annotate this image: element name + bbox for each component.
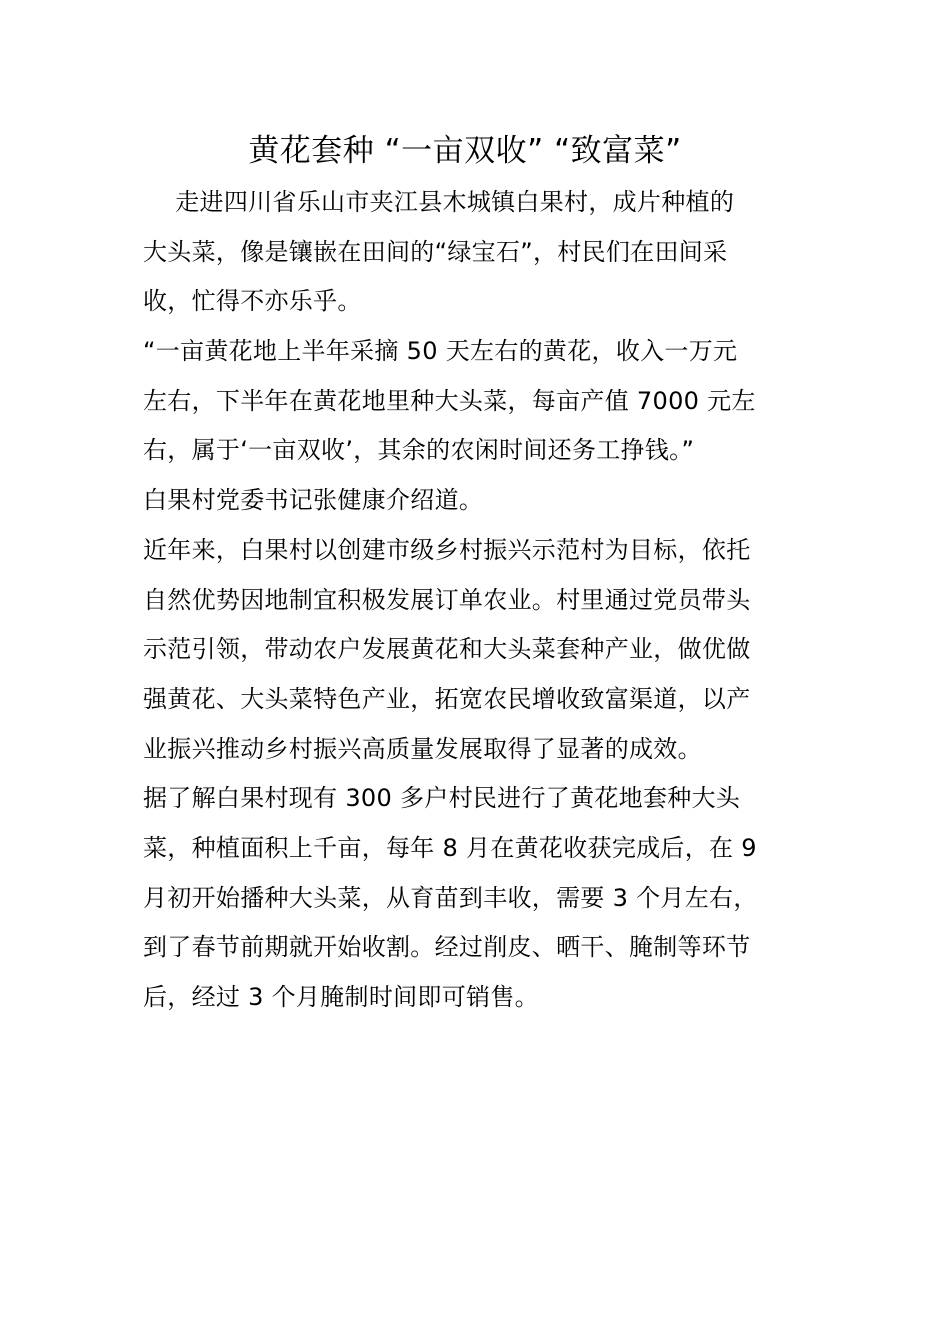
- text-line: 后，经过 3 个月腌制时间即可销售。: [143, 983, 539, 1011]
- text-line: “一亩黄花地上半年采摘 50 天左右的黄花，收入一万元: [143, 337, 738, 366]
- document-body: [143, 178, 808, 1023]
- text-line: 走进四川省乐山市夹江县木城镇白果村，成片种植的: [143, 188, 735, 216]
- text-line: 强黄花、大头菜特色产业，拓宽农民增收致富渠道，以产: [143, 684, 751, 713]
- text-line: 到了春节前期就开始收割。经过削皮、晒干、腌制等环节: [143, 933, 751, 962]
- text-line: 示范引领，带动农户发展黄花和大头菜套种产业，做优做: [143, 635, 751, 664]
- text-line: 自然优势因地制宜积极发展订单农业。村里通过党员带头: [143, 585, 751, 614]
- text-line: 据了解白果村现有 300 多户村民进行了黄花地套种大头: [143, 784, 741, 813]
- document-title: 黄花套种 “一亩双收” “致富菜”: [248, 133, 682, 169]
- text-line: 左右，下半年在黄花地里种大头菜，每亩产值 7000 元左: [143, 386, 756, 415]
- text-line: 白果村党委书记张健康介绍道。: [143, 486, 484, 515]
- text-line: 菜，种植面积上千亩，每年 8 月在黄花收获完成后，在 9: [143, 833, 757, 862]
- text-line: 大头菜，像是镶嵌在田间的“绿宝石”，村民们在田间采: [143, 237, 728, 266]
- text-line: 近年来，白果村以创建市级乡村振兴示范村为目标，依托: [143, 535, 751, 564]
- text-line: 右，属于‘一亩双收’，其余的农闲时间还务工挣钱。”: [143, 436, 695, 465]
- text-line: 收，忙得不亦乐乎。: [143, 287, 362, 316]
- text-line: 业振兴推动乡村振兴高质量发展取得了显著的成效。: [143, 734, 702, 763]
- text-line: 月初开始播种大头菜，从育苗到丰收，需要 3 个月左右，: [143, 883, 758, 912]
